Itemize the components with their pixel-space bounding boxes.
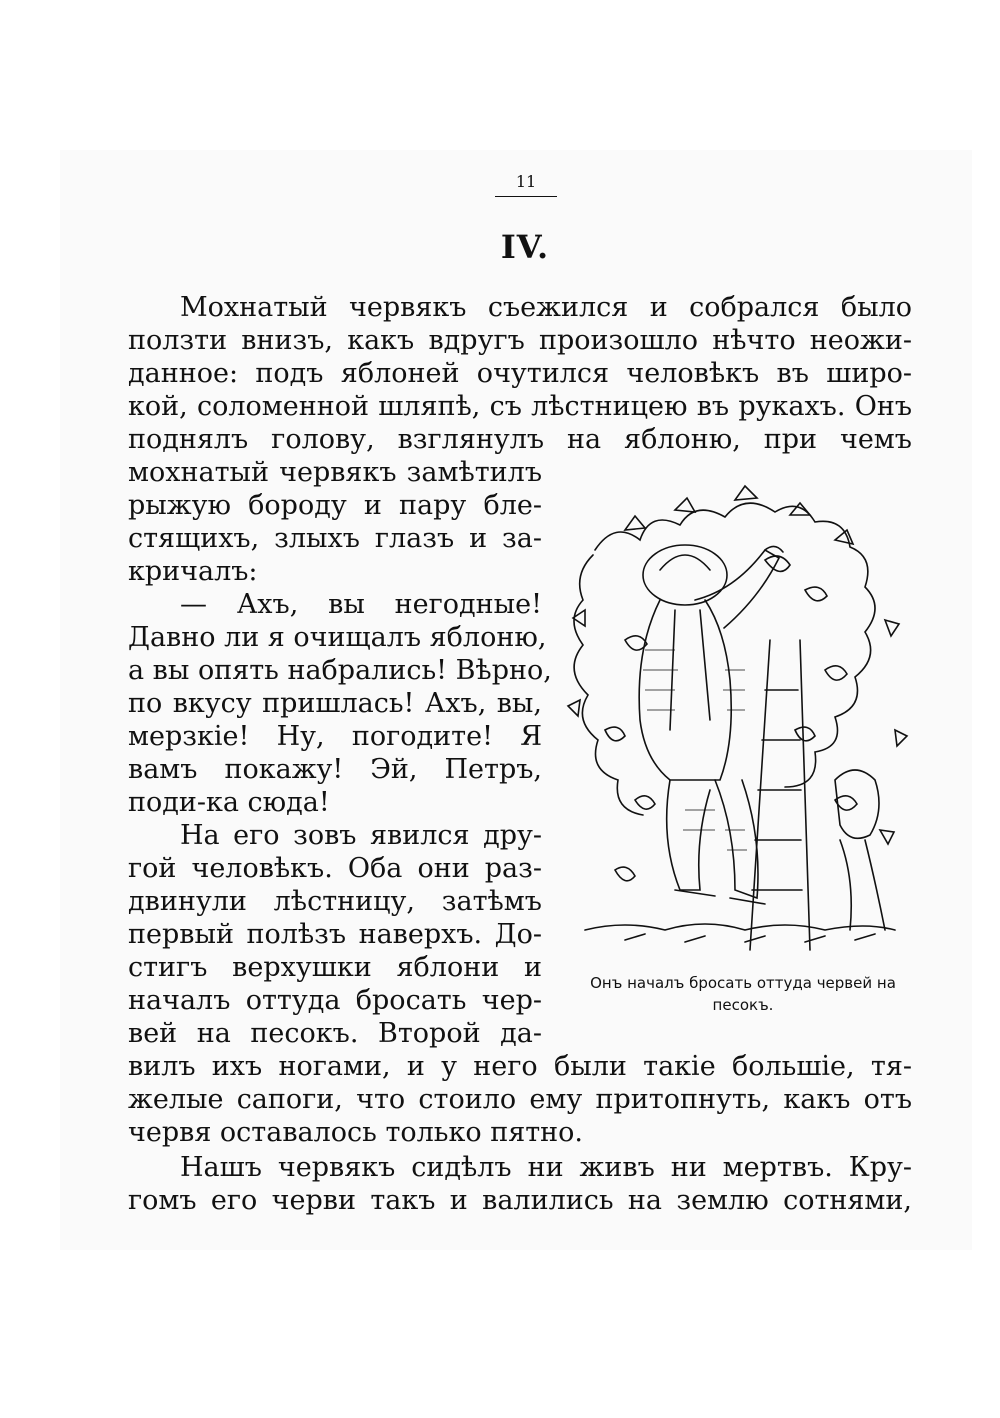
text-line: Давно ли я очищалъ яблоню, xyxy=(128,622,547,653)
text-line: червя оставалось только пятно. xyxy=(128,1117,584,1148)
text-line: поди-ка сюда! xyxy=(128,787,330,818)
man-on-ladder-illustration xyxy=(565,470,915,958)
text-line: гой человѣкъ. Оба они раз- xyxy=(128,853,542,884)
text-line: стящихъ, злыхъ глазъ и за- xyxy=(128,523,542,554)
text-line: поднялъ голову, взглянулъ на яблоню, при чемъ xyxy=(128,424,912,455)
text-line: гомъ его черви такъ и валились на землю сотнями, xyxy=(128,1185,912,1216)
text-line: вилъ ихъ ногами, и у него были такіе большіе, тя- xyxy=(128,1051,912,1082)
text-line: рыжую бороду и пару бле- xyxy=(128,490,542,521)
text-line: кричалъ: xyxy=(128,556,258,587)
text-line: первый полѣзъ наверхъ. До- xyxy=(128,919,542,950)
text-line: Нашъ червякъ сидѣлъ ни живъ ни мертвъ. Кру- xyxy=(180,1152,912,1183)
text-line: вей на песокъ. Второй да- xyxy=(128,1018,542,1049)
text-line: — Ахъ, вы негодные! xyxy=(180,589,542,620)
text-line: желые сапоги, что стоило ему притопнуть, какъ отъ xyxy=(128,1084,912,1115)
text-line: На его зовъ явился дру- xyxy=(180,820,542,851)
text-line: стигъ верхушки яблони и xyxy=(128,952,542,983)
text-line: ползти внизъ, какъ вдругъ произошло нѣчто неожи- xyxy=(128,325,912,356)
text-line: Мохнатый червякъ съежился и собрался было xyxy=(180,292,912,323)
text-line: началъ оттуда бросать чер- xyxy=(128,985,542,1016)
page-number: 11 xyxy=(515,172,537,191)
text-line: вамъ покажу! Эй, Петръ, xyxy=(128,754,542,785)
text-line: кой, соломенной шляпѣ, съ лѣстницею въ рукахъ. Онъ xyxy=(128,391,912,422)
text-line: а вы опять набрались! Вѣрно, xyxy=(128,655,552,686)
text-line: по вкусу пришлась! Ахъ, вы, xyxy=(128,688,542,719)
illustration-caption: Онъ началъ бросать оттуда червей на песокъ. xyxy=(590,974,896,1014)
text-line: данное: подъ яблоней очутился человѣкъ въ широ- xyxy=(128,358,912,389)
chapter-heading: IV. xyxy=(500,228,550,266)
text-line: мерзкіе! Ну, погодите! Я xyxy=(128,721,542,752)
text-line: мохнатый червякъ замѣтилъ xyxy=(128,457,542,488)
page-number-rule xyxy=(495,196,557,197)
text-line: двинули лѣстницу, затѣмъ xyxy=(128,886,542,917)
